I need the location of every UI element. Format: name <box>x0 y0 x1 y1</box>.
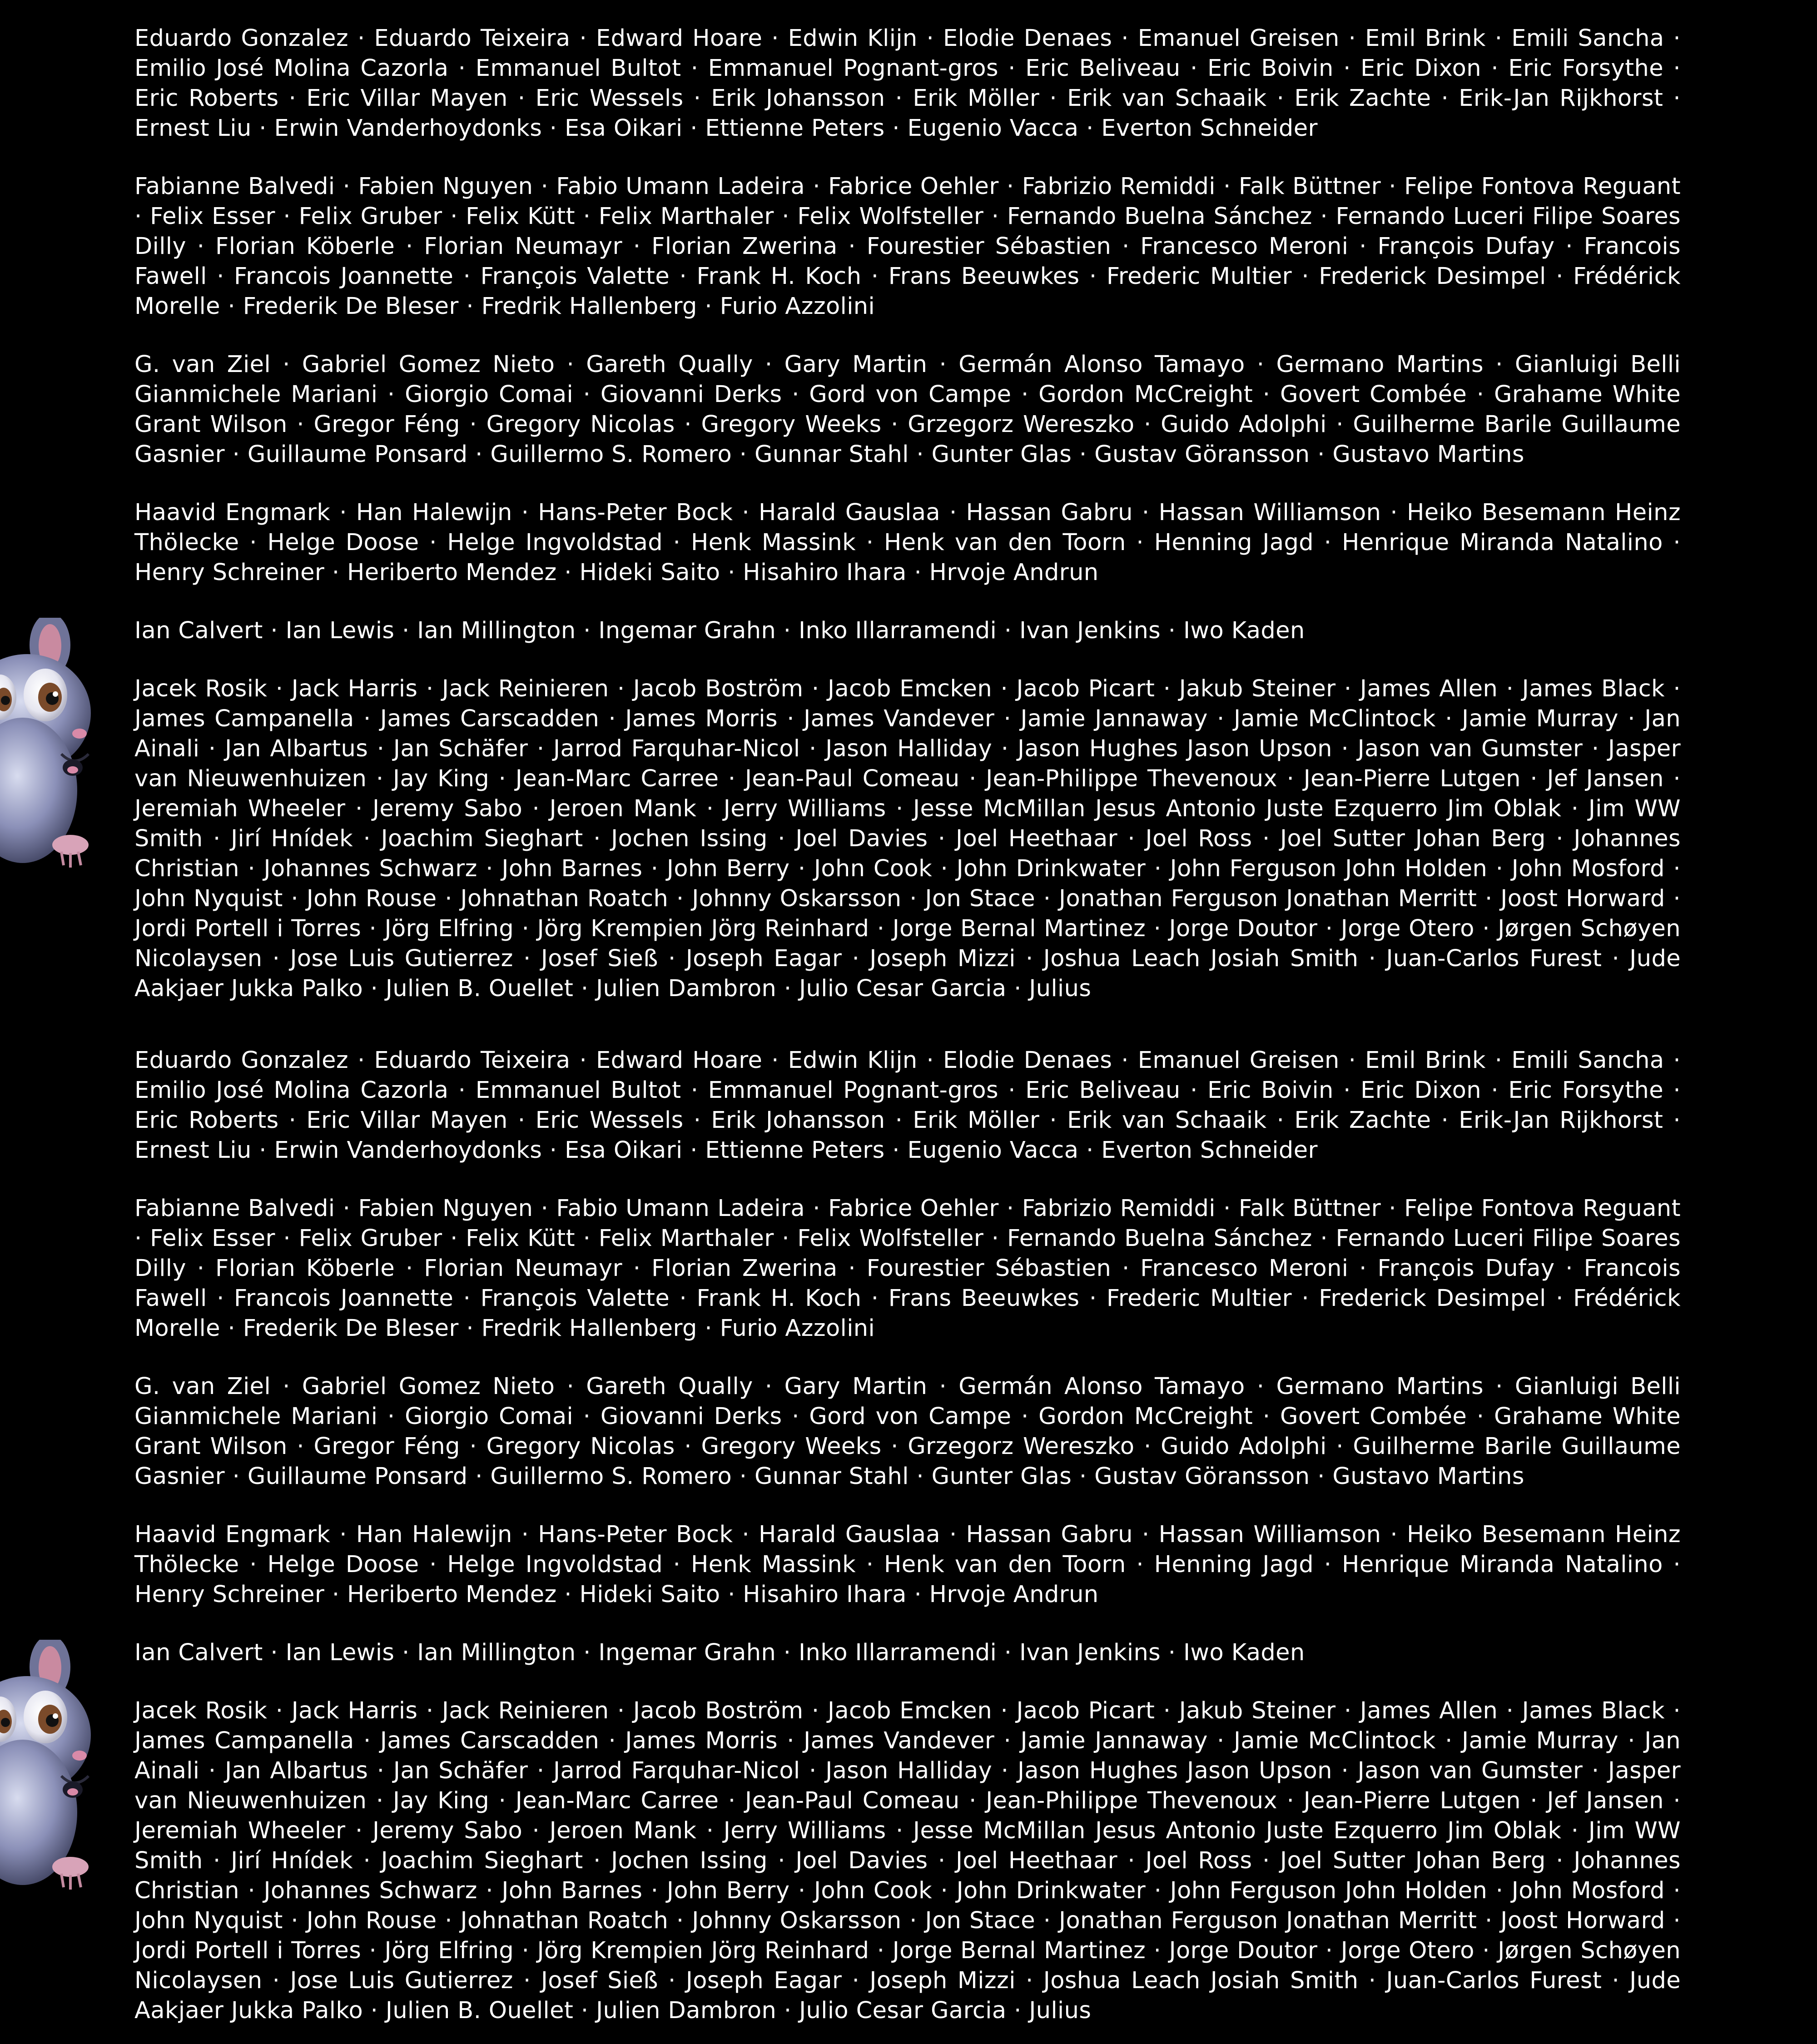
credits-names-j: Jacek Rosik · Jack Harris · Jack Reinieren · Jacob Boström · Jacob Emcken · Jacob Picart · Jakub Steiner · James Allen · James Black · James Campanella · James Carscadden · James Morris · James Vandever · Jamie Jannaway · Jamie McClintock · Jamie Murray · Jan Ainali · Jan Albartus · Jan Schäfer · Jarrod Farquhar-Nicol · Jason Halliday · Jason Hughes Jason Upson · Jason van Gumster · Jasper van Nieuwenhuizen · Jay King · Jean-Marc Carree · Jean-Paul Comeau · Jean-Philippe Thevenoux · Jean-Pierre Lutgen · Jef Jansen · Jeremiah Wheeler · Jeremy Sabo · Jeroen Mank · Jerry Williams · Jesse McMillan Jesus Antonio Juste Ezquerro Jim Oblak · Jim WW Smith · Jirí Hnídek · Joachim Sieghart · Jochen Issing · Joel Davies · Joel Heethaar · Joel Ross · Joel Sutter Johan Berg · Johannes Christian · Johannes Schwarz · John Barnes · John Berry · John Cook · John Drinkwater · John Ferguson John Holden · John Mosford · John Nyquist · John Rouse · Johnathan Roatch · Johnny Oskarsson · Jon Stace · Jonathan Ferguson Jonathan Merritt · Joost Horward · Jordi Portell i Torres · Jörg Elfring · Jörg Krempien Jörg Reinhard · Jorge Bernal Martinez · Jorge Doutor · Jorge Otero · Jørgen Schøyen Nicolaysen · Jose Luis Gutierrez · Josef Sieß · Joseph Eagar · Joseph Mizzi · Joshua Leach Josiah Smith · Juan-Carlos Furest · Jude Aakjaer Jukka Palko · Julien B. Ouellet · Julien Dambron · Julio Cesar Garcia · Julius <box>134 675 1681 1002</box>
credits-names-f: Fabianne Balvedi · Fabien Nguyen · Fabio Umann Ladeira · Fabrice Oehler · Fabrizio Remiddi · Falk Büttner · Felipe Fontova Reguant · Felix Esser · Felix Gruber · Felix Kütt · Felix Marthaler · Felix Wolfsteller · Fernando Buelna Sánchez · Fernando Luceri Filipe Soares Dilly · Florian Köberle · Florian Neumayr · Florian Zwerina · Fourestier Sébastien · Francesco Meroni · François Dufay · Francois Fawell · Francois Joannette · François Valette · Frank H. Koch · Frans Beeuwkes · Frederic Multier · Frederick Desimpel · Frédérick Morelle · Frederik De Bleser · Fredrik Hallenberg · Furio Azzolini <box>134 1195 1681 1342</box>
credits-names-j: Jacek Rosik · Jack Harris · Jack Reinieren · Jacob Boström · Jacob Emcken · Jacob Picart · Jakub Steiner · James Allen · James Black · James Campanella · James Carscadden · James Morris · James Vandever · Jamie Jannaway · Jamie McClintock · Jamie Murray · Jan Ainali · Jan Albartus · Jan Schäfer · Jarrod Farquhar-Nicol · Jason Halliday · Jason Hughes Jason Upson · Jason van Gumster · Jasper van Nieuwenhuizen · Jay King · Jean-Marc Carree · Jean-Paul Comeau · Jean-Philippe Thevenoux · Jean-Pierre Lutgen · Jef Jansen · Jeremiah Wheeler · Jeremy Sabo · Jeroen Mank · Jerry Williams · Jesse McMillan Jesus Antonio Juste Ezquerro Jim Oblak · Jim WW Smith · Jirí Hnídek · Joachim Sieghart · Jochen Issing · Joel Davies · Joel Heethaar · Joel Ross · Joel Sutter Johan Berg · Johannes Christian · Johannes Schwarz · John Barnes · John Berry · John Cook · John Drinkwater · John Ferguson John Holden · John Mosford · John Nyquist · John Rouse · Johnathan Roatch · Johnny Oskarsson · Jon Stace · Jonathan Ferguson Jonathan Merritt · Joost Horward · Jordi Portell i Torres · Jörg Elfring · Jörg Krempien Jörg Reinhard · Jorge Bernal Martinez · Jorge Doutor · Jorge Otero · Jørgen Schøyen Nicolaysen · Jose Luis Gutierrez · Josef Sieß · Joseph Eagar · Joseph Mizzi · Joshua Leach Josiah Smith · Juan-Carlos Furest · Jude Aakjaer Jukka Palko · Julien B. Ouellet · Julien Dambron · Julio Cesar Garcia · Julius <box>134 1697 1681 2024</box>
credits-block-j <box>134 674 1681 1004</box>
credits-block-i <box>134 616 1681 646</box>
credits-names-h: Haavid Engmark · Han Halewijn · Hans-Peter Bock · Harald Gauslaa · Hassan Gabru · Hassan Williamson · Heiko Besemann Heinz Thölecke · Helge Doose · Helge Ingvoldstad · Henk Massink · Henk van den Toorn · Henning Jagd · Henrique Miranda Natalino · Henry Schreiner · Heriberto Mendez · Hideki Saito · Hisahiro Ihara · Hrvoje Andrun <box>134 499 1681 586</box>
credits-block-h <box>134 498 1681 588</box>
credits-block-h <box>134 1520 1681 1610</box>
chinchilla-mascot-icon <box>0 1640 114 1894</box>
credits-panel-bottom <box>0 1022 1817 2044</box>
credits-names-i: Ian Calvert · Ian Lewis · Ian Millington · Ingemar Grahn · Inko Illarramendi · Ivan Jenkins · Iwo Kaden <box>134 617 1305 644</box>
credits-block-e <box>134 1046 1681 1166</box>
credits-names-e: Eduardo Gonzalez · Eduardo Teixeira · Edward Hoare · Edwin Klijn · Elodie Denaes · Emanuel Greisen · Emil Brink · Emili Sancha · Emilio José Molina Cazorla · Emmanuel Bultot · Emmanuel Pognant-gros · Eric Beliveau · Eric Boivin · Eric Dixon · Eric Forsythe · Eric Roberts · Eric Villar Mayen · Eric Wessels · Erik Johansson · Erik Möller · Erik van Schaaik · Erik Zachte · Erik-Jan Rijkhorst · Ernest Liu · Erwin Vanderhoydonks · Esa Oikari · Ettienne Peters · Eugenio Vacca · Everton Schneider <box>134 25 1681 142</box>
credits-names-g: G. van Ziel · Gabriel Gomez Nieto · Gareth Qually · Gary Martin · Germán Alonso Tamayo · Germano Martins · Gianluigi Belli Gianmichele Mariani · Giorgio Comai · Giovanni Derks · Gord von Campe · Gordon McCreight · Govert Combée · Grahame White Grant Wilson · Gregor Féng · Gregory Nicolas · Gregory Weeks · Grzegorz Wereszko · Guido Adolphi · Guilherme Barile Guillaume Gasnier · Guillaume Ponsard · Guillermo S. Romero · Gunnar Stahl · Gunter Glas · Gustav Göransson · Gustavo Martins <box>134 351 1681 468</box>
credits-list <box>134 1046 1681 2044</box>
chinchilla-mascot-icon <box>0 618 114 872</box>
credits-block-e <box>134 24 1681 144</box>
credits-list <box>134 24 1681 1022</box>
credits-block-f <box>134 1194 1681 1344</box>
credits-block-j <box>134 1696 1681 2026</box>
credits-names-g: G. van Ziel · Gabriel Gomez Nieto · Gareth Qually · Gary Martin · Germán Alonso Tamayo · Germano Martins · Gianluigi Belli Gianmichele Mariani · Giorgio Comai · Giovanni Derks · Gord von Campe · Gordon McCreight · Govert Combée · Grahame White Grant Wilson · Gregor Féng · Gregory Nicolas · Gregory Weeks · Grzegorz Wereszko · Guido Adolphi · Guilherme Barile Guillaume Gasnier · Guillaume Ponsard · Guillermo S. Romero · Gunnar Stahl · Gunter Glas · Gustav Göransson · Gustavo Martins <box>134 1373 1681 1490</box>
credits-names-h: Haavid Engmark · Han Halewijn · Hans-Peter Bock · Harald Gauslaa · Hassan Gabru · Hassan Williamson · Heiko Besemann Heinz Thölecke · Helge Doose · Helge Ingvoldstad · Henk Massink · Henk van den Toorn · Henning Jagd · Henrique Miranda Natalino · Henry Schreiner · Heriberto Mendez · Hideki Saito · Hisahiro Ihara · Hrvoje Andrun <box>134 1521 1681 1608</box>
credits-block-i <box>134 1638 1681 1668</box>
credits-names-e: Eduardo Gonzalez · Eduardo Teixeira · Edward Hoare · Edwin Klijn · Elodie Denaes · Emanuel Greisen · Emil Brink · Emili Sancha · Emilio José Molina Cazorla · Emmanuel Bultot · Emmanuel Pognant-gros · Eric Beliveau · Eric Boivin · Eric Dixon · Eric Forsythe · Eric Roberts · Eric Villar Mayen · Eric Wessels · Erik Johansson · Erik Möller · Erik van Schaaik · Erik Zachte · Erik-Jan Rijkhorst · Ernest Liu · Erwin Vanderhoydonks · Esa Oikari · Ettienne Peters · Eugenio Vacca · Everton Schneider <box>134 1047 1681 1164</box>
credits-block-f <box>134 172 1681 322</box>
credits-block-g <box>134 350 1681 470</box>
credits-names-f: Fabianne Balvedi · Fabien Nguyen · Fabio Umann Ladeira · Fabrice Oehler · Fabrizio Remiddi · Falk Büttner · Felipe Fontova Reguant · Felix Esser · Felix Gruber · Felix Kütt · Felix Marthaler · Felix Wolfsteller · Fernando Buelna Sánchez · Fernando Luceri Filipe Soares Dilly · Florian Köberle · Florian Neumayr · Florian Zwerina · Fourestier Sébastien · Francesco Meroni · François Dufay · Francois Fawell · Francois Joannette · François Valette · Frank H. Koch · Frans Beeuwkes · Frederic Multier · Frederick Desimpel · Frédérick Morelle · Frederik De Bleser · Fredrik Hallenberg · Furio Azzolini <box>134 173 1681 320</box>
credits-names-i: Ian Calvert · Ian Lewis · Ian Millington · Ingemar Grahn · Inko Illarramendi · Ivan Jenkins · Iwo Kaden <box>134 1639 1305 1666</box>
credits-block-g <box>134 1372 1681 1492</box>
